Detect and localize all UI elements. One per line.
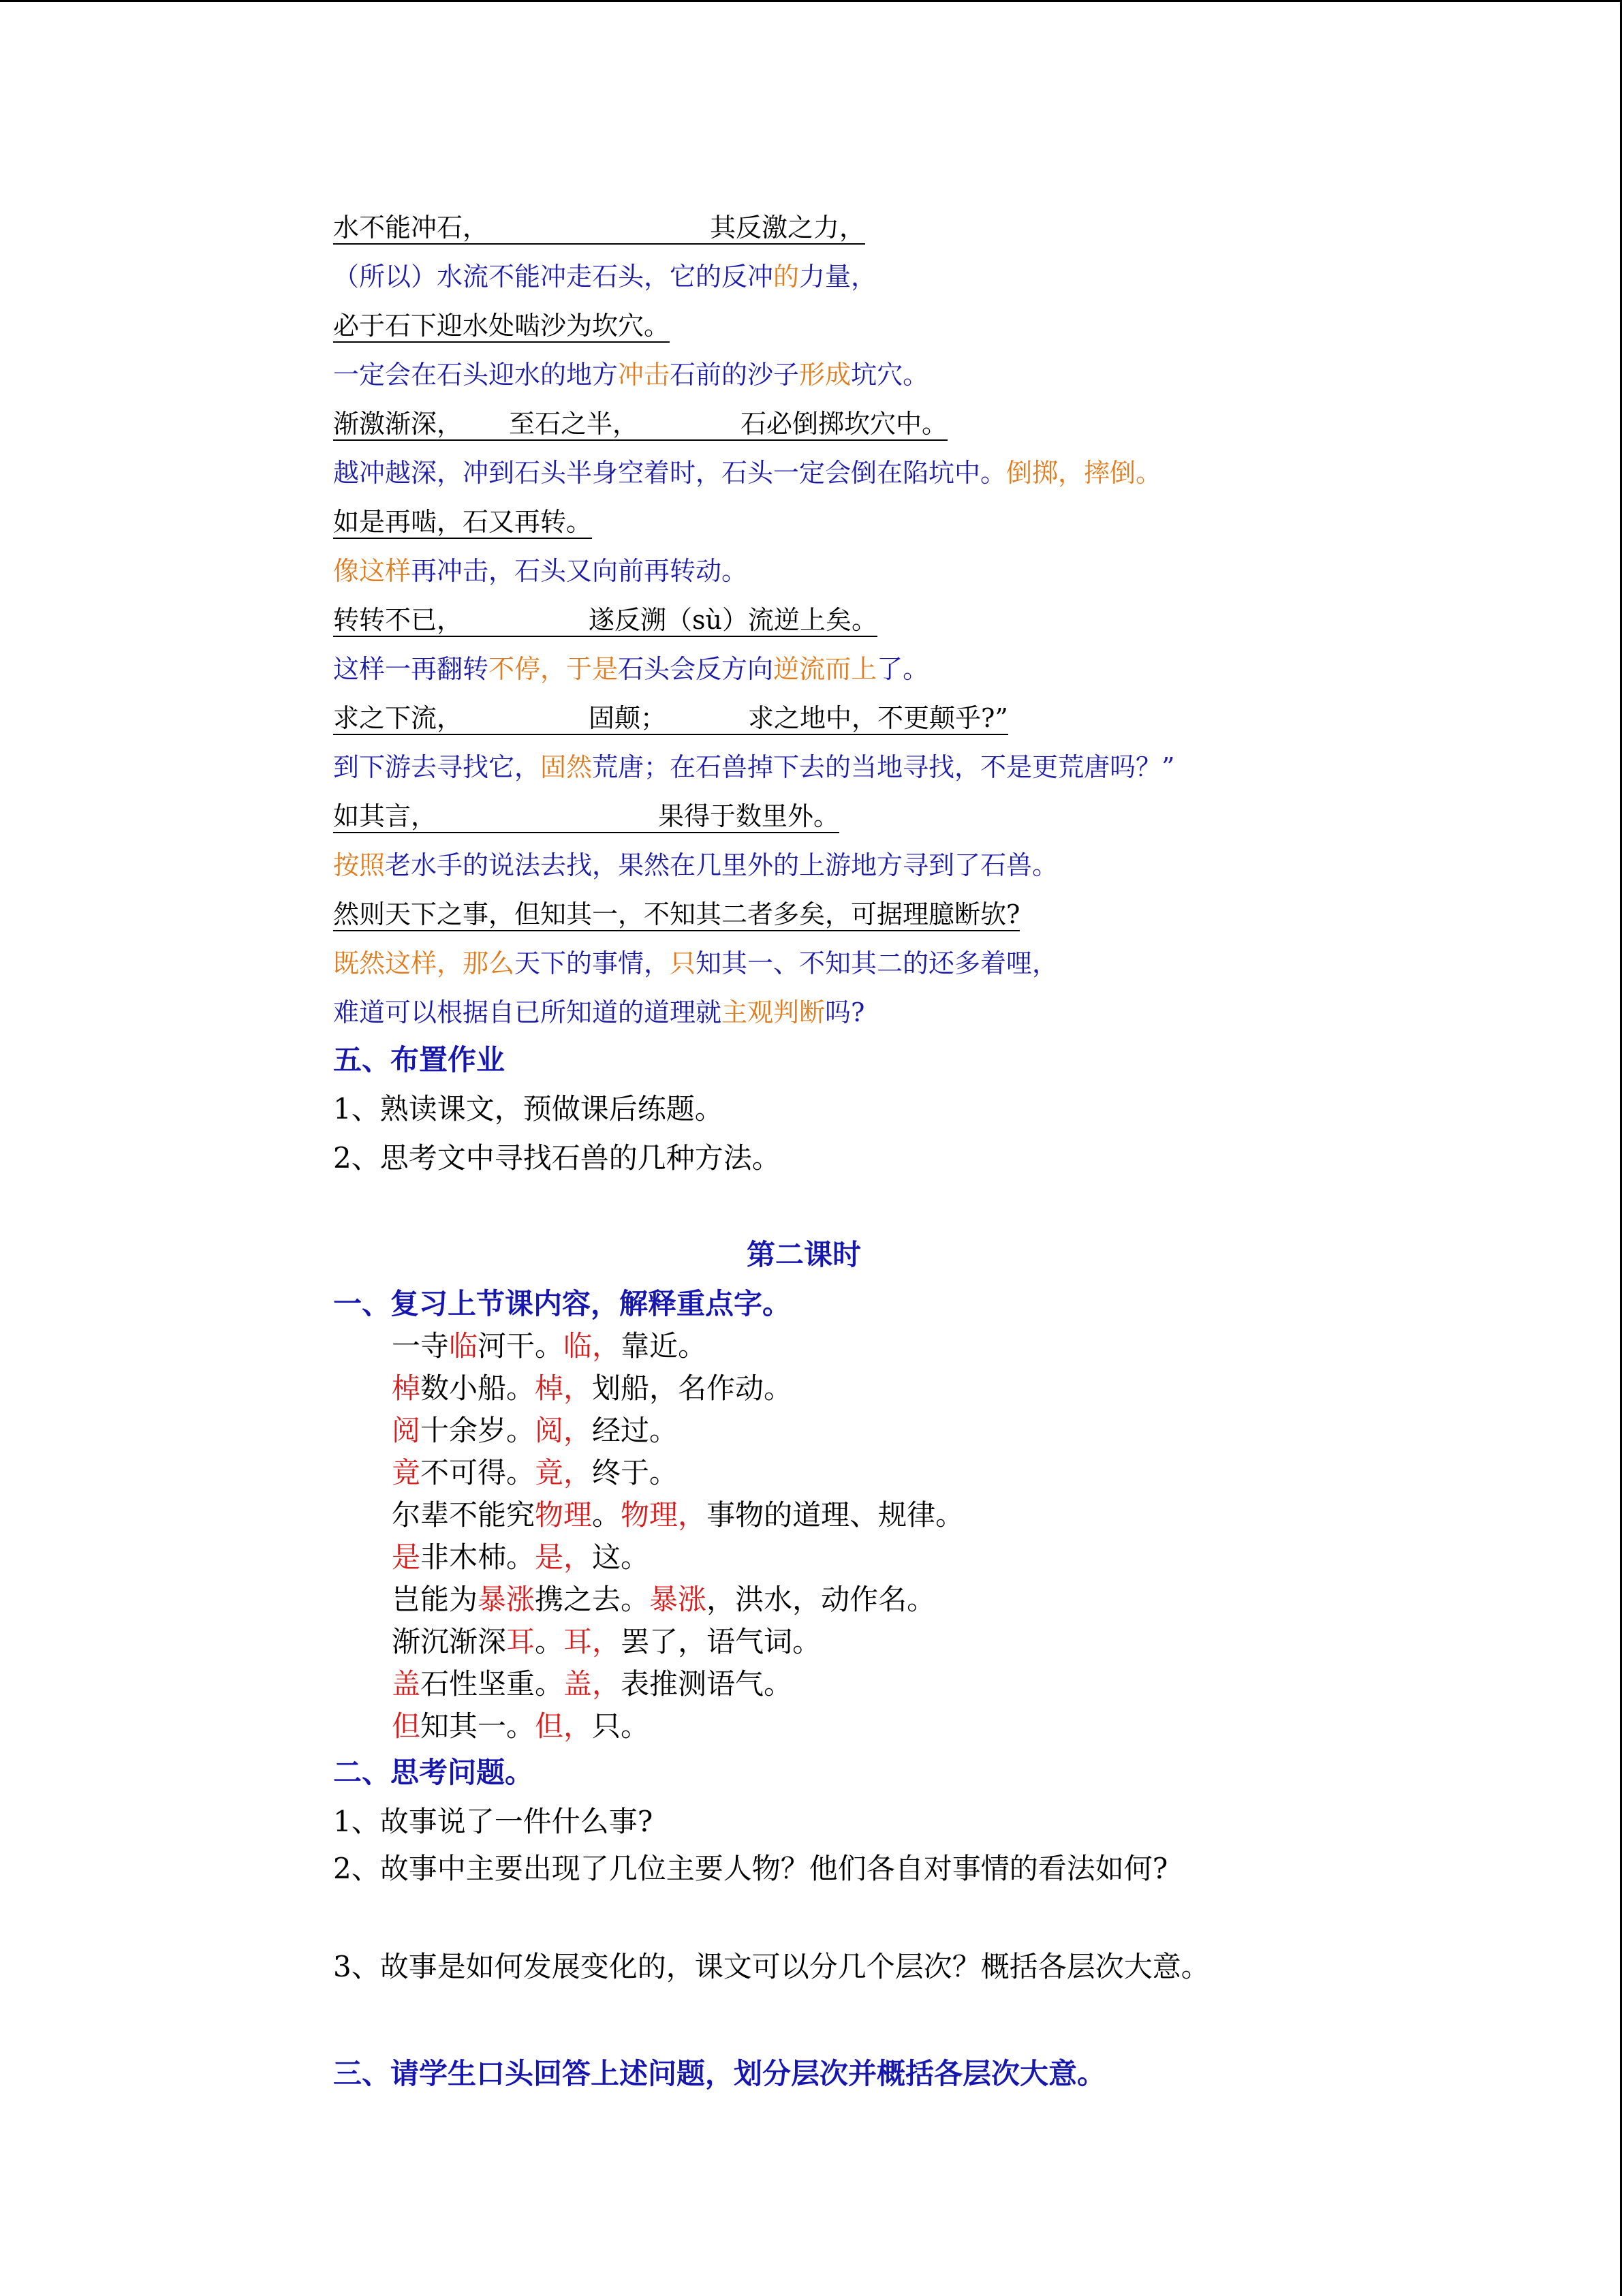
text: 物理 [535, 1498, 593, 1532]
text: 十余岁。 [420, 1414, 535, 1447]
text: 遂反溯（sù）流逆上矣。 [589, 605, 877, 635]
text: 竟， [535, 1456, 593, 1489]
text: 阅， [535, 1414, 593, 1447]
text: 再冲击，石头又向前再转动。 [411, 556, 748, 586]
text: 转转不已， [333, 605, 463, 635]
translation-line-6 [333, 754, 1174, 780]
section-heading-homework: 五、布置作业 [333, 1043, 505, 1076]
lesson-title: 第二课时 [747, 1238, 862, 1271]
text: 石前的沙子 [670, 360, 800, 390]
text: 像这样 [333, 556, 411, 586]
translation-line-8 [333, 950, 1058, 976]
classical-line-8: 然则天下之事，但知其一，不知其二者多矣，可据理臆断欤? [333, 901, 1020, 931]
text: 形成 [799, 360, 852, 390]
text: 携之去。 [535, 1583, 650, 1616]
translation-line-1 [333, 264, 877, 290]
section-heading-answer: 三、请学生口头回答上述问题，划分层次并概括各层次大意。 [333, 2057, 1106, 2090]
text: 但， [535, 1709, 593, 1743]
text: 尔辈不能究 [392, 1498, 535, 1532]
text: 渐激渐深， [333, 409, 463, 439]
translation-line-9 [333, 999, 864, 1025]
text: 不可得。 [420, 1456, 535, 1489]
translation-line-4 [333, 558, 747, 584]
text: 逆流而上 [773, 654, 877, 684]
vocab-item [392, 1540, 650, 1574]
text: 。 [592, 1498, 621, 1532]
vocab-item [392, 1585, 935, 1614]
text: 石必倒掷坎穴中。 [740, 409, 948, 439]
text: 暴涨 [649, 1583, 707, 1616]
text: 棹 [392, 1371, 421, 1405]
section-heading-questions: 二、思考问题。 [333, 1756, 534, 1789]
text: 水不能冲石， [333, 213, 489, 243]
classical-line-5 [333, 607, 877, 637]
text: 暴涨 [478, 1583, 535, 1616]
text: 知其一、不知其二的还多着哩， [696, 948, 1059, 978]
question-2: 2、故事中主要出现了几位主要人物？他们各自对事情的看法如何? [333, 1852, 1168, 1885]
text: 越冲越深，冲到石头半身空着时，石头一定会倒在陷坑中。 [333, 458, 1007, 488]
text: 数小船。 [420, 1371, 535, 1405]
text: ，洪水，动作名。 [706, 1583, 936, 1616]
text: 天下的事情， [514, 948, 670, 978]
text: （所以）水流不能冲走石头，它的反冲 [333, 262, 774, 292]
text: 固然 [540, 752, 593, 782]
text: 荒唐；在石兽掉下去的当地寻找，不是更荒唐吗？” [592, 752, 1175, 782]
text: 老水手的说法去找，果然在几里外的上游地方寻到了石兽。 [385, 850, 1059, 880]
text: 只 [670, 948, 696, 978]
text: 划船，名作动。 [592, 1371, 793, 1405]
text: 竟 [392, 1456, 421, 1489]
vocab-item [392, 1709, 650, 1743]
text: 如其言， [333, 801, 437, 831]
text: 但 [392, 1709, 421, 1743]
text: 的 [773, 262, 800, 292]
text: 冲击 [618, 360, 670, 390]
text: 罢了，语气词。 [621, 1625, 822, 1658]
text: 按照 [333, 850, 386, 880]
text: 表推测语气。 [621, 1667, 793, 1701]
text: 知其一。 [420, 1709, 535, 1743]
text: 是， [535, 1540, 593, 1574]
text: 经过。 [592, 1414, 679, 1447]
text: 不停， [488, 654, 567, 684]
classical-line-1 [333, 215, 865, 245]
text: 物理， [621, 1498, 707, 1532]
classical-line-3 [333, 411, 948, 441]
text: 一定会在石头迎水的地方 [333, 360, 619, 390]
text: 阅 [392, 1414, 421, 1447]
text: 固颠； [589, 703, 667, 733]
text: 求之地中，不更颠乎?” [748, 703, 1008, 733]
text: 只。 [592, 1709, 650, 1743]
text: 既然这样，那么 [333, 948, 515, 978]
text: 盖 [392, 1667, 421, 1701]
translation-line-3 [333, 460, 1161, 486]
text: 力量， [799, 262, 877, 292]
text: 到下游去寻找它， [333, 752, 541, 782]
text: 这。 [592, 1540, 650, 1574]
text: 终于。 [592, 1456, 679, 1489]
text: 果得于数里外。 [658, 801, 840, 831]
vocab-item [392, 1498, 965, 1532]
text: 棹， [535, 1371, 593, 1405]
translation-line-2 [333, 362, 929, 388]
text: 难道可以根据自已所知道的道理就 [333, 997, 722, 1027]
text: 非木杮。 [420, 1540, 535, 1574]
vocab-item [392, 1329, 707, 1363]
text: 倒掷，摔倒。 [1006, 458, 1162, 488]
text: 主观判断 [721, 997, 826, 1027]
text: 坑穴。 [851, 360, 929, 390]
translation-line-7 [333, 852, 1058, 878]
classical-line-7 [333, 803, 839, 833]
text: 耳 [506, 1625, 535, 1658]
section-heading-review: 一、复习上节课内容，解释重点字。 [333, 1287, 792, 1320]
text: 临， [563, 1329, 621, 1363]
text: 是 [392, 1540, 421, 1574]
classical-line-2: 必于石下迎水处啮沙为坎穴。 [333, 313, 670, 343]
text: 。 [535, 1625, 564, 1658]
text: 临 [449, 1329, 478, 1363]
text: 于是 [566, 654, 619, 684]
homework-item-2: 2、思考文中寻找石兽的几种方法。 [333, 1141, 781, 1175]
question-1: 1、故事说了一件什么事? [333, 1805, 653, 1838]
vocab-item [392, 1625, 822, 1658]
text: 吗? [825, 997, 865, 1027]
classical-line-4: 如是再啮，石又再转。 [333, 509, 592, 539]
vocab-item [392, 1456, 679, 1489]
text: 石头会反方向 [618, 654, 774, 684]
text: 盖， [563, 1667, 621, 1701]
text: 至石之半， [509, 409, 639, 439]
translation-line-5 [333, 656, 929, 682]
text: 石性坚重。 [420, 1667, 564, 1701]
vocab-item [392, 1667, 793, 1701]
classical-line-6 [333, 705, 1008, 735]
text: 其反激之力， [710, 213, 866, 243]
text: 这样一再翻转 [333, 654, 489, 684]
vocab-item [392, 1371, 793, 1405]
text: 事物的道理、规律。 [706, 1498, 965, 1532]
text: 靠近。 [621, 1329, 707, 1363]
text: 了。 [877, 654, 929, 684]
text: 求之下流， [333, 703, 463, 733]
text: 河干。 [478, 1329, 564, 1363]
question-3: 3、故事是如何发展变化的，课文可以分几个层次？概括各层次大意。 [333, 1950, 1210, 1983]
text: 渐沉渐深 [392, 1625, 507, 1658]
vocab-item [392, 1416, 678, 1445]
text: 岂能为 [392, 1583, 478, 1616]
homework-item-1: 1、熟读课文，预做课后练题。 [333, 1092, 723, 1126]
text: 一寺 [392, 1329, 450, 1363]
text: 耳， [563, 1625, 621, 1658]
